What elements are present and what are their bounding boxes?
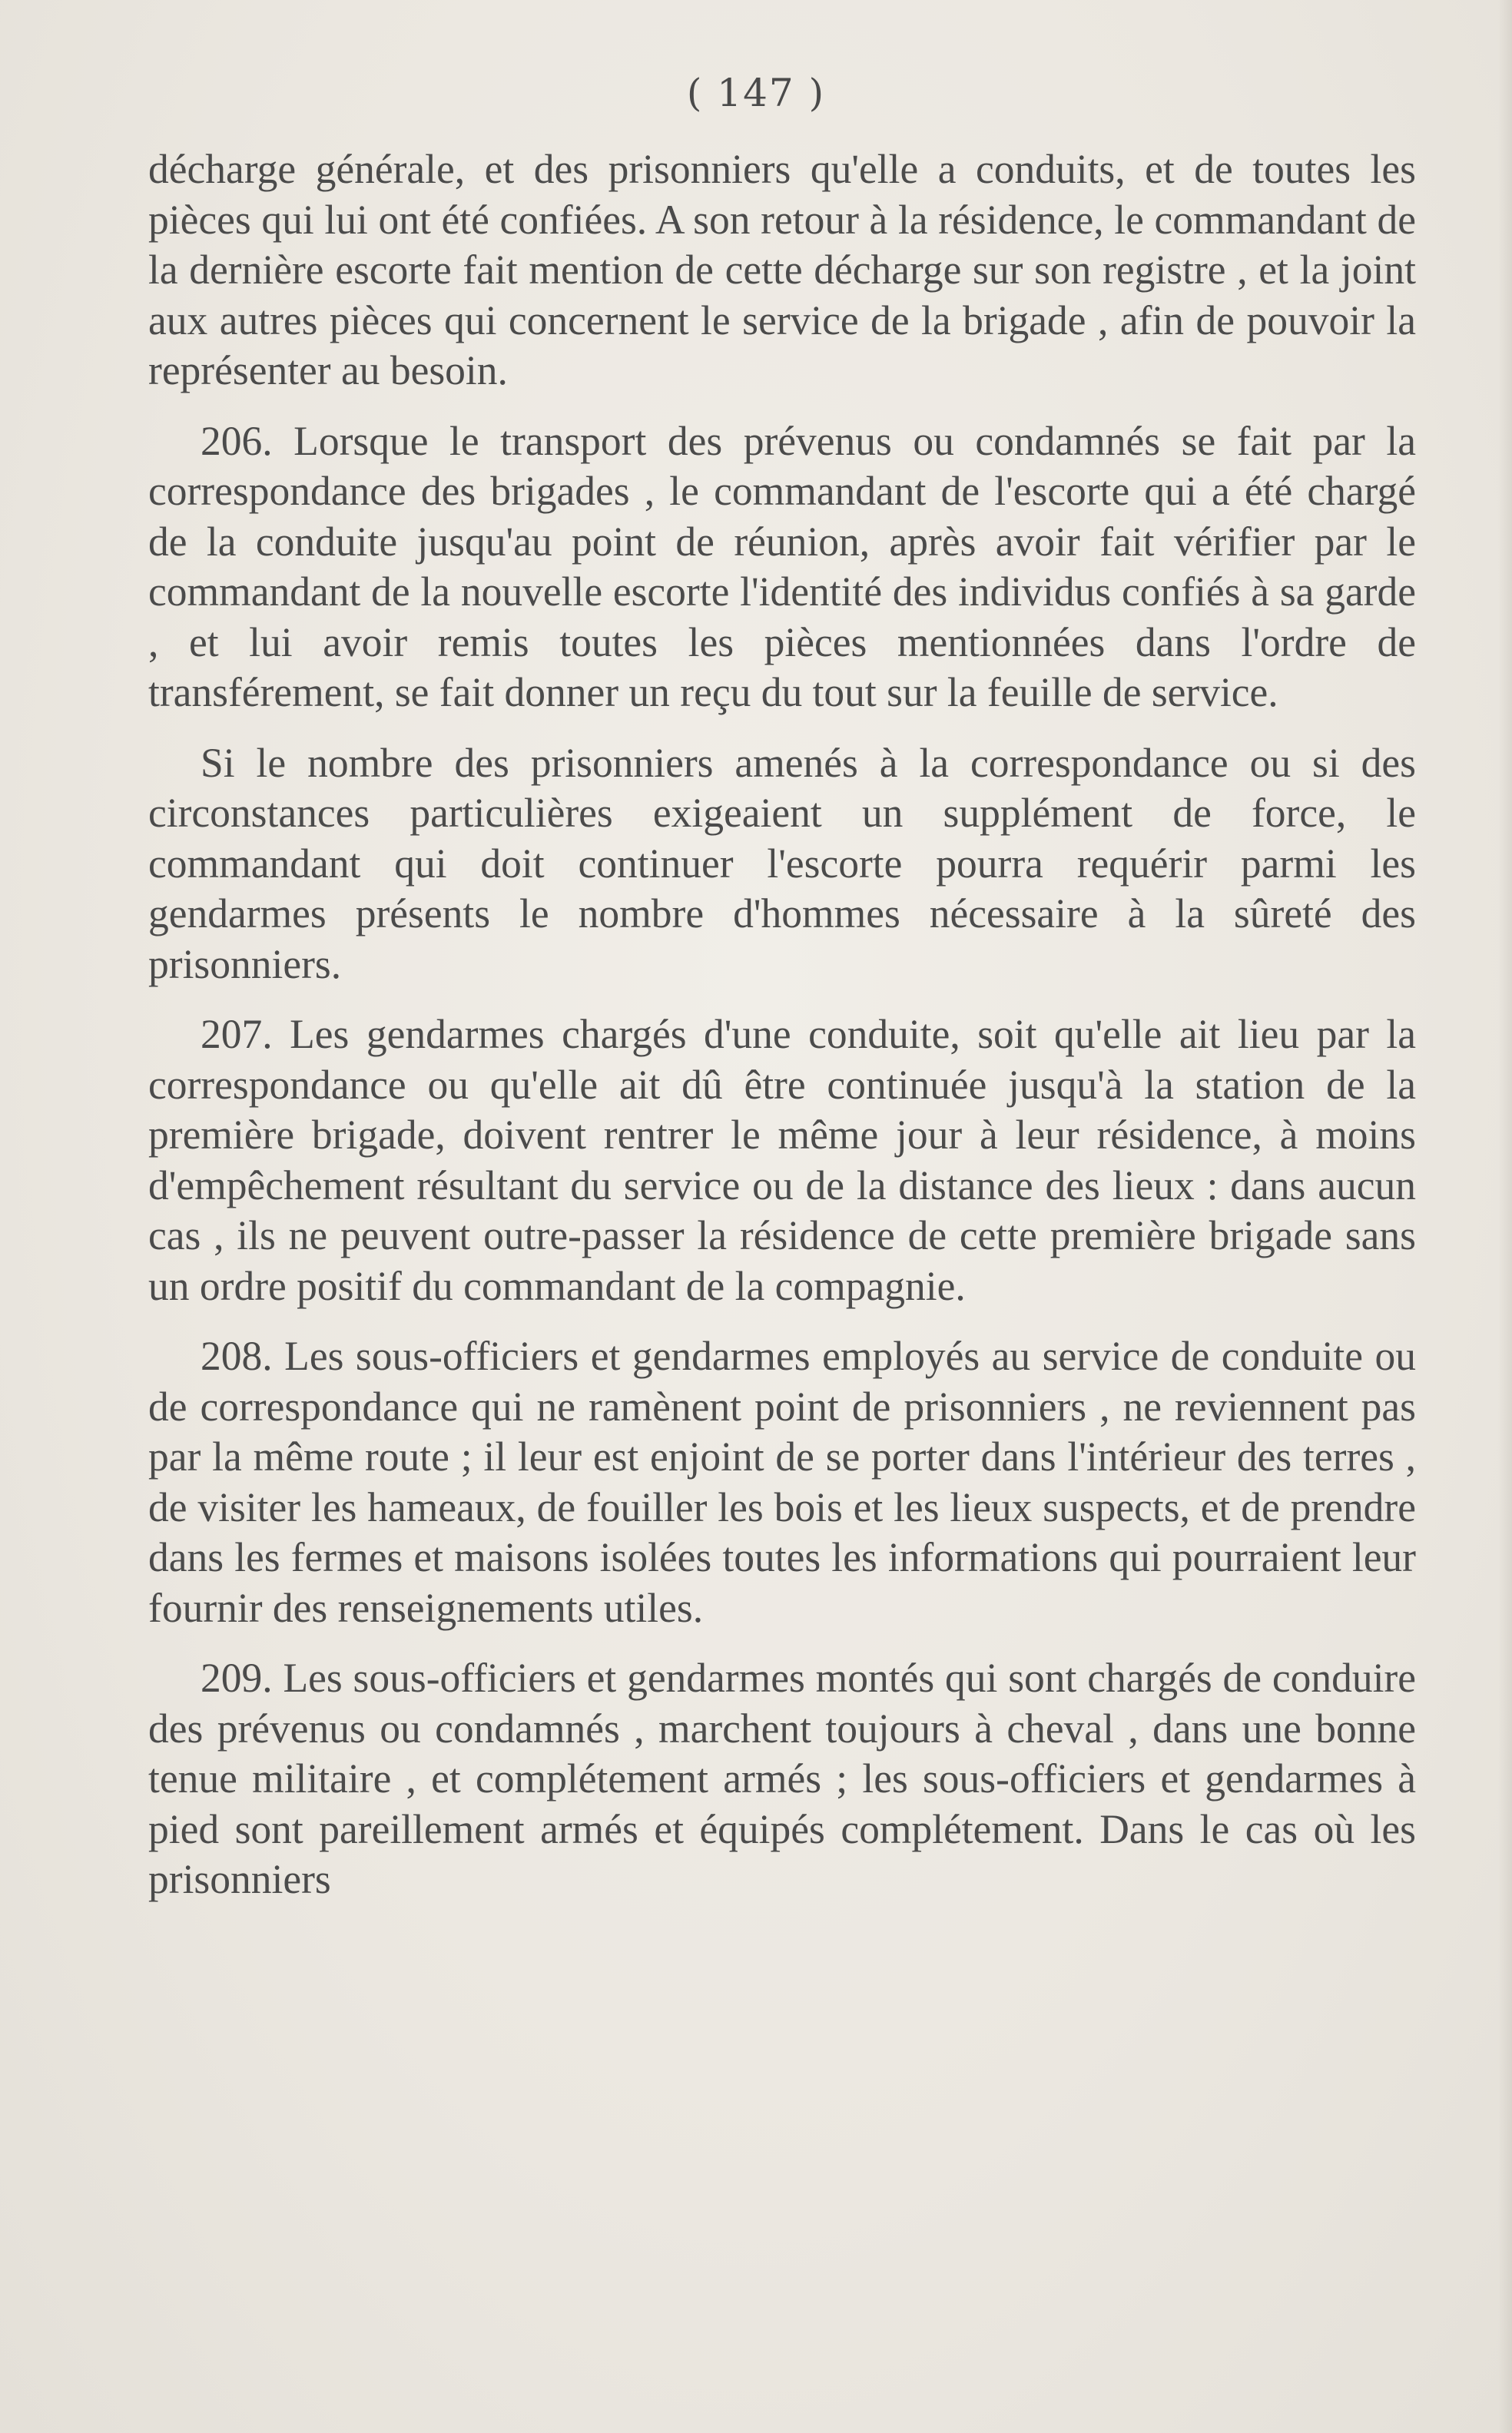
paragraph-text: Lorsque le transport des prévenus ou condamnés se fait par la correspondance des brigades , le commandant de l'escorte qui a été chargé de la conduite jusqu'au point de réunion, après avoir fait vérifier par le commandant de la nouvelle escorte l'identité des individus confiés à sa garde , et lui avoir remis toutes les pièces mentionnées dans l'ordre de transférement, se fait donner un reçu du tout sur la feuille de service. [148, 417, 1417, 715]
paragraph-text: décharge générale, et des prisonniers qu'elle a conduits, et de toutes les pièces qui lui ont été confiées. A son retour à la résidence, le commandant de la dernière escorte fait mention de cette décharge sur son registre , et la joint aux autres pièces qui concernent le service de la brigade , afin de pouvoir la représenter au besoin. [148, 146, 1416, 393]
article-number: 209. [201, 1655, 273, 1701]
paragraph-continuation [148, 144, 1416, 396]
paragraph-text: Si le nombre des prisonniers amenés à la correspondance ou si des circonstances particulières exigeaient un supplément de force, le commandant qui doit continuer l'escorte pourra requérir parmi les gendarmes présents le nombre d'hommes nécessaire à la sûreté des prisonniers. [148, 739, 1416, 987]
paragraph-text: Les gendarmes chargés d'une conduite, soit qu'elle ait lieu par la correspondance ou qu'elle ait dû être continuée jusqu'à la station de la première brigade, doivent rentrer le même jour à leur résidence, à moins d'empêchement résultant du service ou de la distance des lieux : dans aucun cas , ils ne peuvent outre-passer la résidence de cette première brigade sans un ordre positif du commandant de la compagnie. [148, 1011, 1416, 1309]
article-209 [148, 1653, 1416, 1905]
article-207 [148, 1009, 1416, 1311]
article-number: 207. [201, 1011, 273, 1057]
article-208 [148, 1331, 1416, 1633]
page-edge-shadow [1498, 0, 1512, 2433]
article-number: 208. [201, 1333, 273, 1379]
article-206-continued [148, 738, 1416, 990]
body-text [148, 144, 1416, 1905]
article-206 [148, 416, 1416, 718]
page-number: ( 147 ) [686, 71, 826, 115]
article-number: 206. [201, 417, 273, 464]
paragraph-text: Les sous-officiers et gendarmes employés au service de conduite ou de correspondance qui ne ramènent point de prisonniers , ne reviennent pas par la même route ; il leur est enjoint de se porter dans l'intérieur des terres , de visiter les hameaux, de fouiller les bois et les lieux suspects, et de prendre dans les fermes et maisons isolées toutes les informations qui pourraient leur fournir des renseignements utiles. [148, 1333, 1416, 1631]
paragraph-text: Les sous-officiers et gendarmes montés qui sont chargés de conduire des prévenus ou condamnés , marchent toujours à cheval , dans une bonne tenue militaire , et complétement armés ; les sous-officiers et gendarmes à pied sont pareillement armés et équipés complétement. Dans le cas où les prisonniers [148, 1655, 1416, 1902]
